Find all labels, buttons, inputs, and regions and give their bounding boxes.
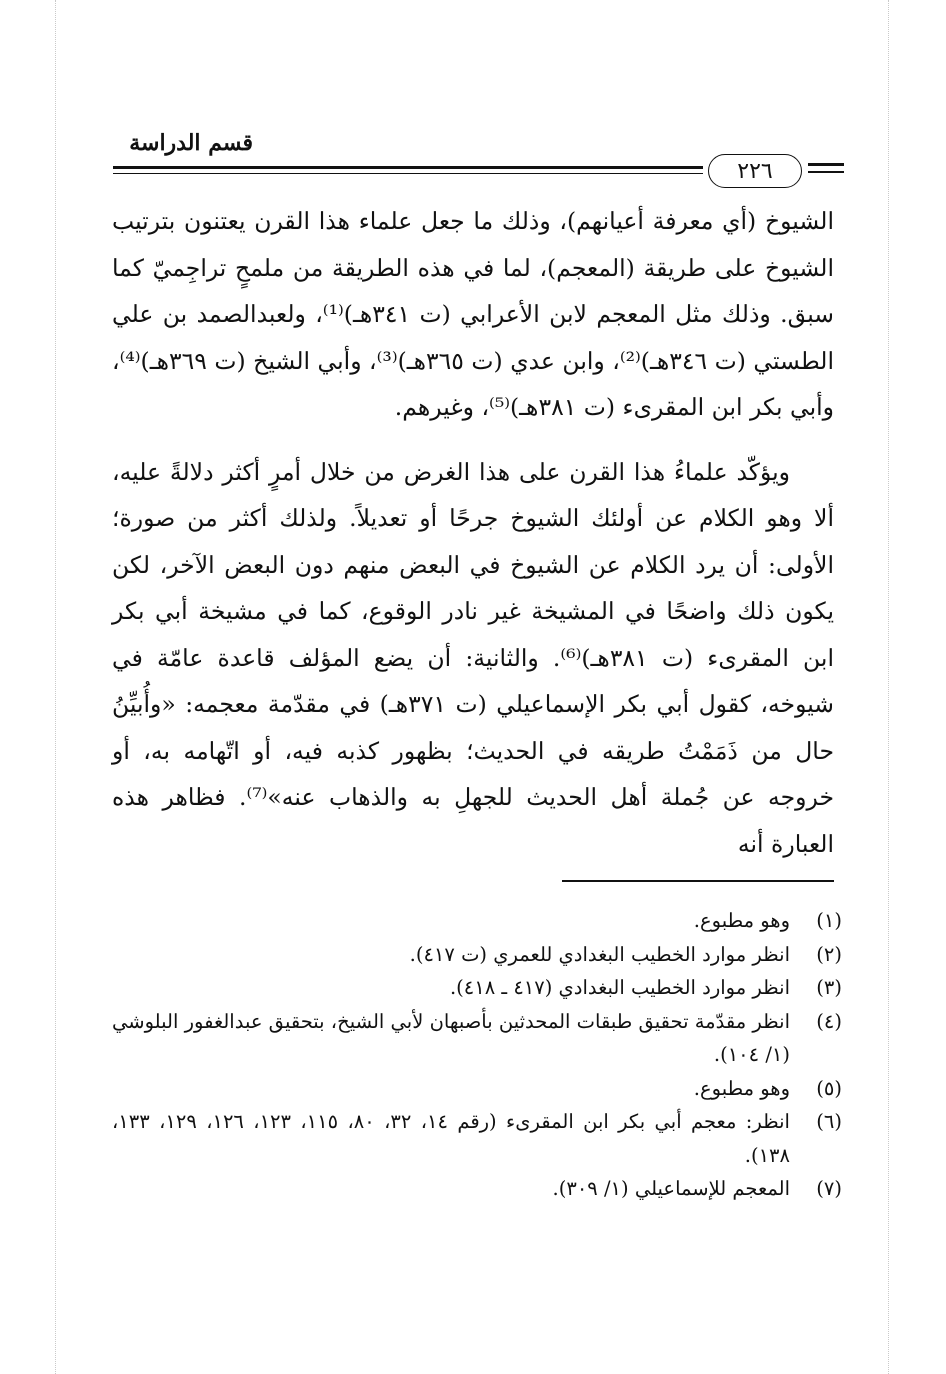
- footnote-1: [112, 904, 842, 938]
- footnote-number: (٤): [816, 1009, 842, 1033]
- footnote-text: وهو مطبوع.: [693, 1076, 790, 1100]
- paragraph-2: ويؤكّد علماءُ هذا القرن على هذا الغرض من خلال أمرٍ أكثر دلالةً عليه، ألا وهو الكلام عن أولئك الشيوخ جرحًا أو تعديلاً. ولذلك أكثر من صورة؛ الأولى: أن يرد الكلام عن الشيوخ في البعض منهم دون البعض الآخر، لكن يكون ذلك واضحًا في المشيخة غير نادر الوقوع، كما في مشيخة أبي بكر ابن المقرىء (ت ٣٨١هـ)⁽⁶⁾. والثانية: أن يضع المؤلف قاعدة عامّة في شيوخه، كقول أبي بكر الإسماعيلي (ت ٣٧١هـ) في مقدّمة معجمه: «وأُبيِّنُ حال من ذَمَمْتُ طريقه في الحديث؛ بظهور كذبه فيه، أو اتّهامه به، أو خروجه عن جُملة أهل الحديث للجهلِ به والذهاب عنه»⁽⁷⁾. فظاهر هذه العبارة أنه: [112, 457, 834, 858]
- footnote-number: (٧): [816, 1177, 842, 1200]
- paragraph-1: الشيوخ (أي معرفة أعيانهم)، وذلك ما جعل علماء هذا القرن يعتنون بترتيب الشيوخ على طريقة (المعجم)، لما في هذه الطريقة من ملمحٍ تراجِميّ كما سبق. وذلك مثل المعجم لابن الأعرابي (ت ٣٤١هـ)⁽¹⁾، ولعبدالصمد بن علي الطستي (ت ٣٤٦هـ)⁽²⁾، وابن عدي (ت ٣٦٥هـ)⁽³⁾، وأبي الشيخ (ت ٣٦٩هـ)⁽⁴⁾، وأبي بكر ابن المقرىء (ت ٣٨١هـ)⁽⁵⁾، وغيرهم.: [112, 207, 835, 421]
- footnote-text: المعجم للإسماعيلي (١/ ٣٠٩).: [552, 1177, 790, 1200]
- footnote-number: (٥): [816, 1076, 842, 1100]
- page-header: [105, 128, 845, 188]
- footnote-4: [112, 1005, 842, 1072]
- footnote-number: (٣): [816, 976, 842, 999]
- main-text: [112, 198, 834, 867]
- footnotes: [112, 904, 842, 1206]
- footnote-separator: [562, 880, 834, 882]
- footnote-7: [112, 1172, 842, 1206]
- footnote-6: [112, 1105, 842, 1172]
- scan-edge-right: [888, 0, 889, 1374]
- header-rule-right-top: [808, 163, 844, 166]
- running-title: قسم الدراسة: [129, 130, 253, 156]
- footnote-2: [112, 938, 842, 972]
- footnote-text: انظر موارد الخطيب البغدادي (٤١٧ ـ ٤١٨).: [449, 976, 790, 999]
- footnote-text: انظر موارد الخطيب البغدادي للعمري (ت ٤١٧).: [409, 942, 790, 966]
- header-rule-right-bottom: [808, 171, 844, 173]
- page-number: ٢٢٦: [708, 154, 802, 188]
- footnote-text: انظر: معجم أبي بكر ابن المقرىء (رقم ١٤، ٣٢، ٨٠، ١١٥، ١٢٣، ١٢٦، ١٢٩، ١٣٣، ١٣٨).: [112, 1110, 790, 1167]
- header-rule-thin: [113, 173, 703, 174]
- footnote-text: وهو مطبوع.: [693, 909, 790, 932]
- footnote-3: [112, 971, 842, 1005]
- header-rule-thick: [113, 166, 703, 169]
- footnote-5: [112, 1072, 842, 1106]
- scan-edge-left: [55, 0, 56, 1374]
- footnote-number: (١): [816, 909, 842, 932]
- footnote-number: (٢): [816, 942, 842, 966]
- footnote-number: (٦): [816, 1110, 842, 1133]
- footnote-text: انظر مقدّمة تحقيق طبقات المحدثين بأصبهان لأبي الشيخ، بتحقيق عبدالغفور البلوشي (١/ ١٠٤).: [112, 1009, 790, 1066]
